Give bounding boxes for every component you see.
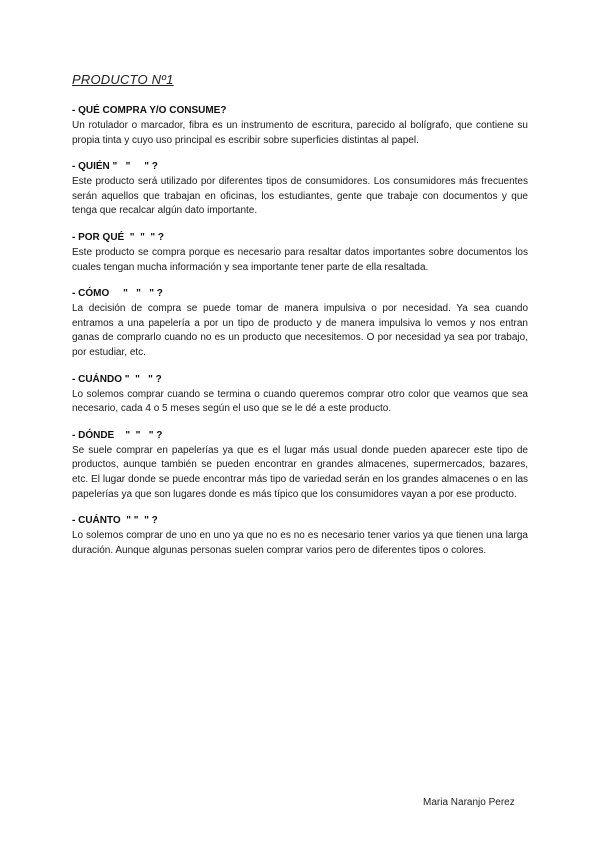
question-heading: - POR QUÉ " " " ? xyxy=(72,231,165,243)
section-donde xyxy=(72,429,528,502)
question-heading: - QUÉ COMPRA Y/O CONSUME? xyxy=(72,105,227,116)
answer-text: Lo solemos comprar de uno en uno ya que no es no es necesario tener varios ya que tienen una larga duración. Aunque algunas personas suelen comprar varios pero de diferentes tipos o colores. xyxy=(72,530,528,556)
section-cuanto xyxy=(72,514,528,558)
answer-text: Un rotulador o marcador, fibra es un instrumento de escritura, parecido al bolígrafo, que contiene su propia tinta y cuyo uso principal es escribir sobre superficies distintas al papel. xyxy=(72,120,528,146)
answer-text: Este producto será utilizado por diferentes tipos de consumidores. Los consumidores más frecuentes serán aquellos que trabajan en oficinas, los estudiantes, gente que trabaje con documentos y que tenga que recalcar algún dato importante. xyxy=(72,176,528,217)
question-heading: - CÓMO " " " ? xyxy=(72,288,163,300)
question-heading: - CUÁNDO " " " ? xyxy=(72,373,162,385)
author-name: Maria Naranjo Perez xyxy=(423,797,515,808)
document-title: PRODUCTO Nº1 xyxy=(72,72,174,87)
question-heading: - DÓNDE " " " ? xyxy=(72,429,163,441)
question-heading: - CUÁNTO " " " ? xyxy=(72,515,158,527)
answer-text: Este producto se compra porque es necesario para resaltar datos importantes sobre documentos los cuales tengan mucha información y sea importante tener parte de ella resaltada. xyxy=(72,246,528,273)
answer-text: Se suele comprar en papelerías ya que es el lugar más usual donde pueden aparecer este tipo de productos, aunque también se pueden encontrar en grandes almacenes, supermercados, bazares, etc. El lugar donde se puede encontrar más tipo de variedad serán en los grandes almacenes o en las papelerías ya que son lugares donde es más típico que los consumidores vayan a por ese producto. xyxy=(72,444,528,500)
section-como xyxy=(72,287,528,360)
answer-text: Lo solemos comprar cuando se termina o cuando queremos comprar otro color que veamos que sea necesario, cada 4 o 5 meses según el uso que se le dé a este producto. xyxy=(72,388,528,415)
question-heading: - QUIÉN " " " ? xyxy=(72,161,158,173)
section-que xyxy=(72,104,528,148)
answer-text: La decisión de compra se puede tomar de manera impulsiva o por necesidad. Ya sea cuando entramos a una papelería a por un tipo de producto y de manera impulsiva lo vemos y nos entran ganas de comprarlo cuando no es un producto que necesitemos. O por necesidad ya sea por trabajo, por estudiar, etc. xyxy=(72,303,528,358)
section-por-que xyxy=(72,231,528,275)
section-quien xyxy=(72,160,528,219)
question-list xyxy=(72,104,528,570)
section-cuando xyxy=(72,373,528,417)
